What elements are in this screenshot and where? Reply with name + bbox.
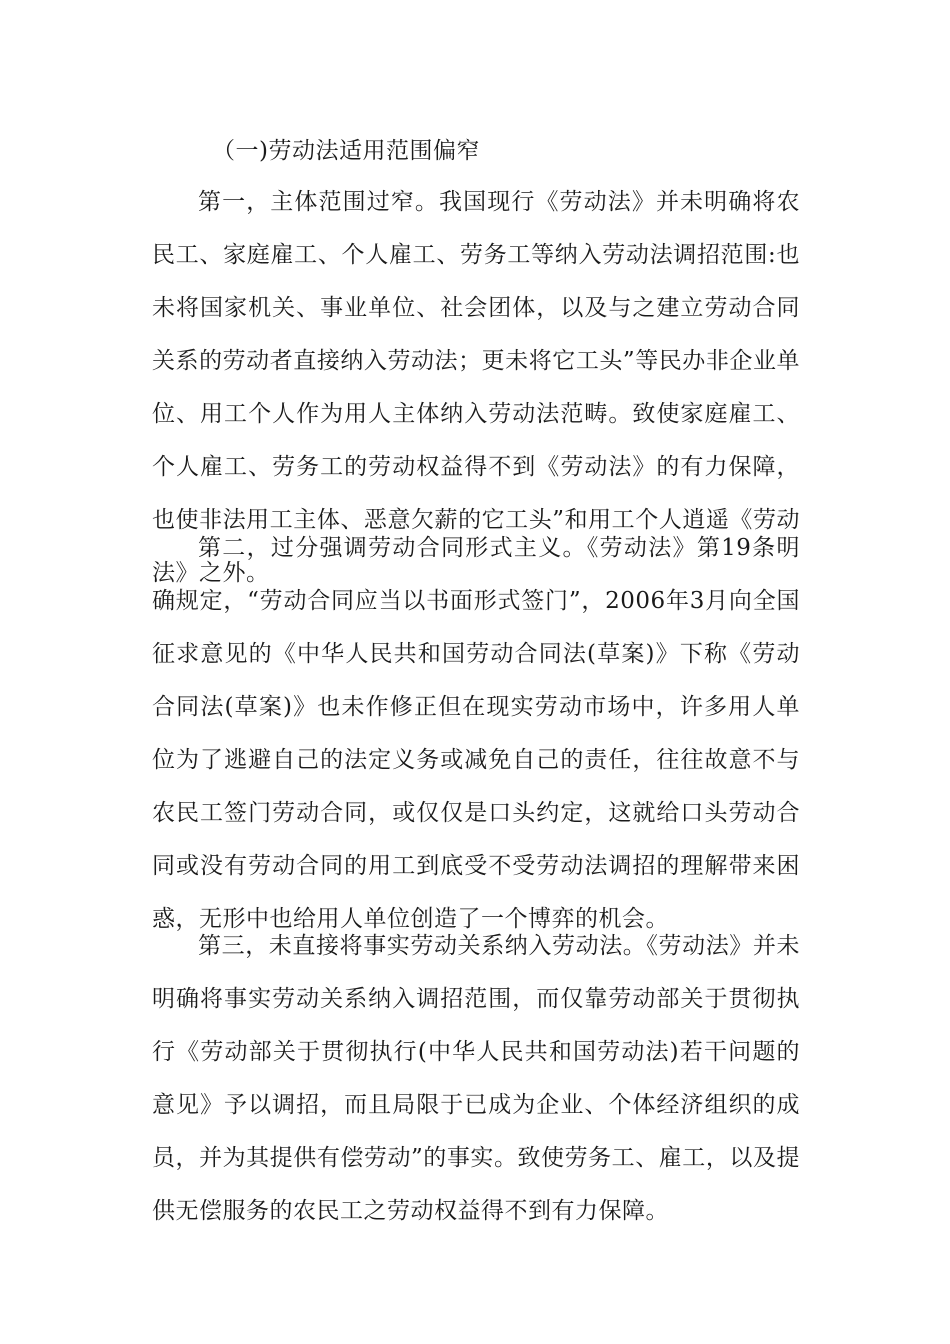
paragraph-second: 第二，过分强调劳动合同形式主义。《劳动法》第19条明确规定，“劳动合同应当以书面形式签门”，2006年3月向全国征求意见的《中华人民共和国劳动合同法(草案)》下称《劳动合同法(草案)》也未作修正但在现实劳动市场中，许多用人单位为了逃避自己的法定义务或减免自己的责任，往往故意不与农民工签门劳动合同，或仅仅是口头约定，这就给口头劳动合同或没有劳动合同的用工到底受不受劳动法调招的理解带来困惑，无形中也给用人单位创造了一个博弈的机会。 [152, 535, 800, 932]
paragraph-third: 第三，未直接将事实劳动关系纳入劳动法。《劳动法》并未明确将事实劳动关系纳入调招范围，而仅靠劳动部关于贯彻执行《劳动部关于贯彻执行(中华人民共和国劳动法)若干问题的意见》予以调招，而且局限于已成为企业、个体经济组织的成员，并为其提供有偿劳动”的事实。致使劳务工、雇工，以及提供无偿服务的农民工之劳动权益得不到有力保障。 [152, 933, 800, 1224]
section-heading: （一)劳动法适用范围偏窄 [212, 138, 480, 164]
paragraph-first: 第一，主体范围过窄。我国现行《劳动法》并未明确将农民工、家庭雇工、个人雇工、劳务工等纳入劳动法调招范围:也未将国家机关、事业单位、社会团体，以及与之建立劳动合同关系的劳动者直接纳入劳动法；更未将它工头”等民办非企业单位、用工个人作为用人主体纳入劳动法范畴。致使家庭雇工、个人雇工、劳务工的劳动权益得不到《劳动法》的有力保障，也使非法用工主体、恶意欠薪的它工头”和用工个人逍遥《劳动法》之外。 [152, 189, 800, 586]
